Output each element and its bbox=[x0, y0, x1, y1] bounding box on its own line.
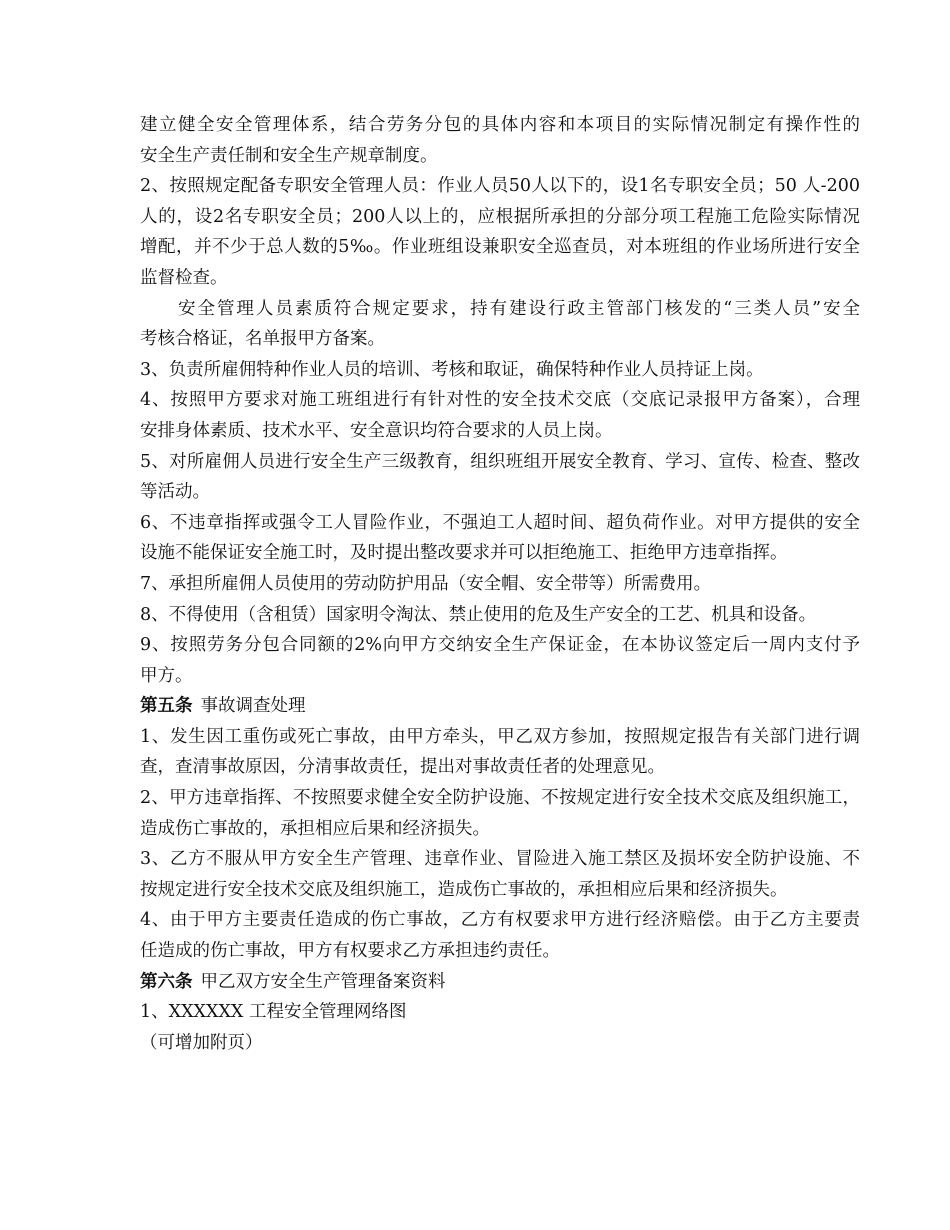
text-line: 4、由于甲方主要责任造成的伤亡事故，乙方有权要求甲方进行经济赔偿。由于乙方主要责 bbox=[140, 910, 860, 931]
section-heading-6 bbox=[140, 967, 860, 998]
text-line: 8、不得使用（含租赁）国家明令淘汰、禁止使用的危及生产安全的工艺、机具和设备。 bbox=[140, 604, 817, 625]
text-line: 增配，并不少于总人数的5‰。作业班组设兼职安全巡查员，对本班组的作业场所进行安全 bbox=[140, 237, 860, 258]
text-line: 等活动。 bbox=[140, 482, 210, 503]
text-line: 3、负责所雇佣特种作业人员的培训、考核和取证，确保特种作业人员持证上岗。 bbox=[140, 359, 764, 380]
text-line: 6、不违章指挥或强令工人冒险作业，不强迫工人超时间、超负荷作业。对甲方提供的安全 bbox=[140, 512, 860, 533]
text-line: 设施不能保证安全施工时，及时提出整改要求并可以拒绝施工、拒绝甲方违章指挥。 bbox=[140, 543, 788, 564]
text-line: 9、按照劳务分包合同额的2%向甲方交纳安全生产保证金，在本协议签定后一周内支付予 bbox=[140, 635, 860, 656]
text-line: 7、承担所雇佣人员使用的劳动防护用品（安全帽、安全带等）所需费用。 bbox=[140, 573, 712, 594]
note-line: （可增加附页） bbox=[140, 1032, 263, 1053]
text-line: 建立健全安全管理体系，结合劳务分包的具体内容和本项目的实际情况制定有操作性的 bbox=[140, 115, 860, 135]
text-line: 监督检查。 bbox=[140, 267, 228, 288]
text-line: 按规定进行安全技术交底及组织施工，造成伤亡事故的，承担相应后果和经济损失。 bbox=[140, 879, 788, 900]
section-heading-5 bbox=[140, 691, 860, 722]
text-line: 造成伤亡事故的，承担相应后果和经济损失。 bbox=[140, 818, 490, 839]
text-line: 2、甲方违章指挥、不按照要求健全安全防护设施、不按规定进行安全技术交底及组织施工， bbox=[140, 788, 860, 809]
section-label: 第六条 bbox=[140, 971, 193, 992]
text-line: 任造成的伤亡事故，甲方有权要求乙方承担违约责任。 bbox=[140, 941, 560, 962]
text-line: 1、发生因工重伤或死亡事故，由甲方牵头，甲乙双方参加，按照规定报告有关部门进行调 bbox=[140, 726, 860, 747]
text-line: 4、按照甲方要求对施工班组进行有针对性的安全技术交底（交底记录报甲方备案），合理 bbox=[140, 390, 860, 411]
text-line: 考核合格证，名单报甲方备案。 bbox=[140, 329, 385, 350]
text-line: 查，查清事故原因，分清事故责任，提出对事故责任者的处理意见。 bbox=[140, 757, 665, 778]
text-line: 3、乙方不服从甲方安全生产管理、违章作业、冒险进入施工禁区及损坏安全防护设施、不 bbox=[140, 849, 860, 870]
text-line: 安全生产责任制和安全生产规章制度。 bbox=[140, 145, 438, 166]
section-title: 事故调查处理 bbox=[200, 696, 306, 717]
section-title: 甲乙双方安全生产管理备案资料 bbox=[200, 971, 446, 992]
text-line: 甲方。 bbox=[140, 665, 193, 686]
text-line: 1、XXXXXX 工程安全管理网络图 bbox=[140, 1002, 407, 1023]
section-label: 第五条 bbox=[140, 696, 193, 717]
text-line: 5、对所雇佣人员进行安全生产三级教育，组织班组开展安全教育、学习、宣传、检查、整改 bbox=[140, 451, 860, 472]
text-line: 安排身体素质、技术水平、安全意识均符合要求的人员上岗。 bbox=[140, 420, 613, 441]
text-line: 安全管理人员素质符合规定要求，持有建设行政主管部门核发的“三类人员”安全 bbox=[178, 298, 860, 319]
text-line: 2、按照规定配备专职安全管理人员：作业人员50人以下的，设1名专职安全员；50 人-200 bbox=[140, 176, 860, 197]
text-line: 人的，设2名专职安全员；200人以上的，应根据所承担的分部分项工程施工危险实际情况 bbox=[140, 206, 860, 227]
document-page bbox=[140, 110, 860, 1058]
